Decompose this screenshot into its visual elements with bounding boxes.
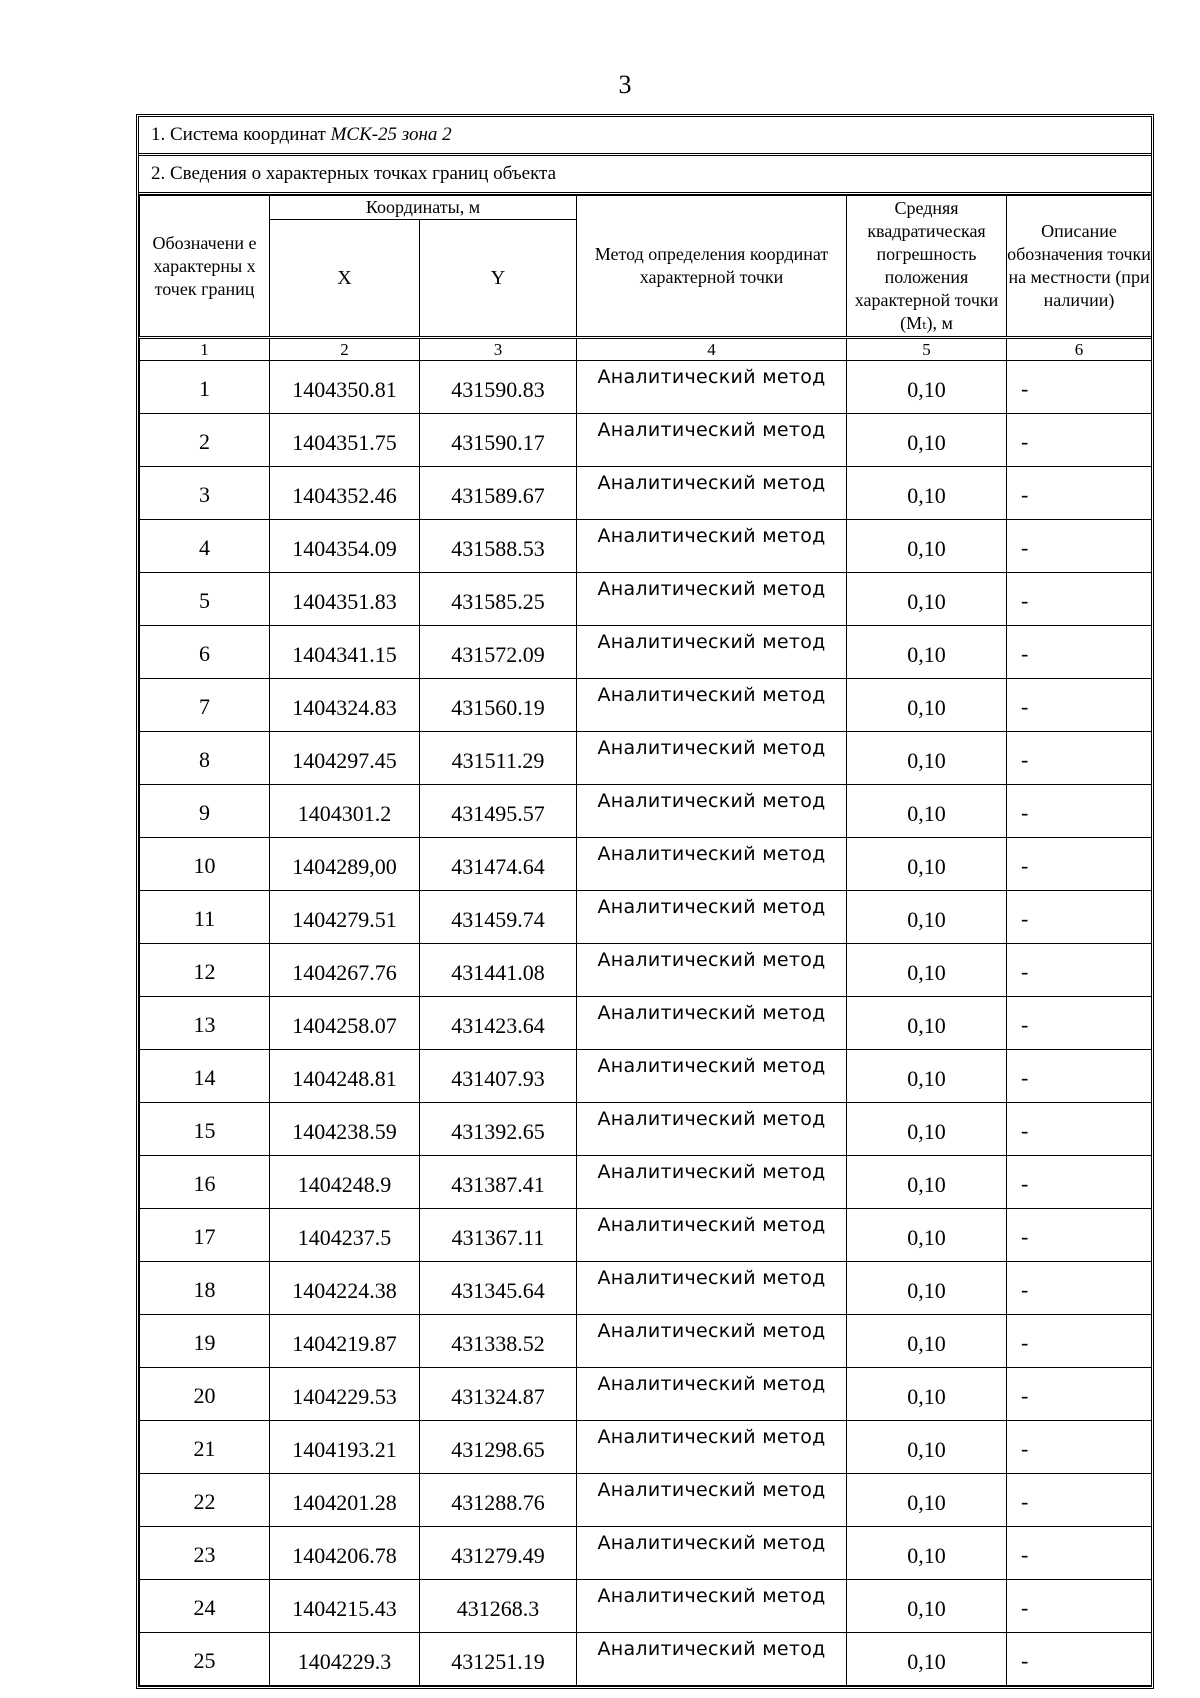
error-cell: 0,10 [847,1050,1007,1103]
coord-x: 1404224.38 [270,1262,420,1315]
column-number: 3 [420,338,577,361]
coord-y: 431474.64 [420,838,577,891]
coord-x: 1404267.76 [270,944,420,997]
description-cell: - [1007,626,1152,679]
description-cell: - [1007,944,1152,997]
method-cell: Аналитический метод [577,414,847,467]
error-cell: 0,10 [847,1209,1007,1262]
description-cell: - [1007,785,1152,838]
table-row [140,1103,1152,1156]
table-row [140,1368,1152,1421]
point-number: 18 [140,1262,270,1315]
description-cell: - [1007,1421,1152,1474]
coord-x: 1404237.5 [270,1209,420,1262]
coord-x: 1404301.2 [270,785,420,838]
column-number: 5 [847,338,1007,361]
description-cell: - [1007,361,1152,414]
error-cell: 0,10 [847,1262,1007,1315]
column-number: 2 [270,338,420,361]
error-cell: 0,10 [847,679,1007,732]
table-row [140,573,1152,626]
header-x: X [270,220,420,338]
method-cell: Аналитический метод [577,944,847,997]
coord-x: 1404193.21 [270,1421,420,1474]
coord-x: 1404229.3 [270,1633,420,1686]
coord-x: 1404229.53 [270,1368,420,1421]
column-number: 4 [577,338,847,361]
coord-x: 1404248.9 [270,1156,420,1209]
coord-x: 1404297.45 [270,732,420,785]
description-cell: - [1007,1209,1152,1262]
column-number: 6 [1007,338,1152,361]
description-cell: - [1007,1156,1152,1209]
description-cell: - [1007,997,1152,1050]
header-coordinates: Координаты, м [270,196,577,220]
page-number: 3 [618,70,632,99]
error-cell: 0,10 [847,520,1007,573]
method-cell: Аналитический метод [577,891,847,944]
error-cell: 0,10 [847,1527,1007,1580]
coord-y: 431560.19 [420,679,577,732]
coord-x: 1404215.43 [270,1580,420,1633]
coord-y: 431589.67 [420,467,577,520]
coord-y: 431511.29 [420,732,577,785]
error-cell: 0,10 [847,1156,1007,1209]
column-number-row [140,338,1152,361]
point-number: 2 [140,414,270,467]
table-row [140,838,1152,891]
description-cell: - [1007,573,1152,626]
point-number: 3 [140,467,270,520]
coord-y: 431345.64 [420,1262,577,1315]
method-cell: Аналитический метод [577,1527,847,1580]
coord-y: 431392.65 [420,1103,577,1156]
table-row [140,1421,1152,1474]
coordinate-system-label: 1. Система координат [151,124,331,145]
section-title-line [139,156,1151,195]
coord-x: 1404279.51 [270,891,420,944]
coord-x: 1404351.83 [270,573,420,626]
coord-y: 431407.93 [420,1050,577,1103]
description-cell: - [1007,891,1152,944]
coord-y: 431585.25 [420,573,577,626]
coord-x: 1404258.07 [270,997,420,1050]
table-row [140,1315,1152,1368]
point-number: 24 [140,1580,270,1633]
coord-x: 1404201.28 [270,1474,420,1527]
description-cell: - [1007,467,1152,520]
point-number: 8 [140,732,270,785]
table-row [140,1474,1152,1527]
description-cell: - [1007,1474,1152,1527]
method-cell: Аналитический метод [577,1474,847,1527]
description-cell: - [1007,1527,1152,1580]
table-row [140,626,1152,679]
error-cell: 0,10 [847,838,1007,891]
point-number: 19 [140,1315,270,1368]
point-number: 7 [140,679,270,732]
table-row [140,679,1152,732]
header-y: Y [420,220,577,338]
table-row [140,944,1152,997]
header-method: Метод определения координат характерной точки [577,196,847,338]
point-number: 25 [140,1633,270,1686]
point-number: 10 [140,838,270,891]
description-cell: - [1007,1633,1152,1686]
error-cell: 0,10 [847,732,1007,785]
coordinate-system-line [139,117,1151,156]
table-frame [136,114,1154,1689]
error-cell: 0,10 [847,785,1007,838]
coordinate-system-value: МСК-25 зона 2 [330,124,452,145]
method-cell: Аналитический метод [577,1156,847,1209]
description-cell: - [1007,414,1152,467]
coord-y: 431588.53 [420,520,577,573]
coord-y: 431459.74 [420,891,577,944]
table-row [140,1050,1152,1103]
error-cell: 0,10 [847,361,1007,414]
description-cell: - [1007,1580,1152,1633]
method-cell: Аналитический метод [577,573,847,626]
table-row [140,732,1152,785]
point-number: 9 [140,785,270,838]
description-cell: - [1007,1262,1152,1315]
coord-x: 1404341.15 [270,626,420,679]
table-body [140,338,1152,1686]
method-cell: Аналитический метод [577,838,847,891]
boundary-points-sheet [136,114,1154,1689]
coord-y: 431441.08 [420,944,577,997]
error-cell: 0,10 [847,944,1007,997]
boundary-points-table [139,195,1152,1686]
description-cell: - [1007,838,1152,891]
coord-y: 431338.52 [420,1315,577,1368]
error-cell: 0,10 [847,467,1007,520]
point-number: 4 [140,520,270,573]
description-cell: - [1007,1315,1152,1368]
table-row [140,1580,1152,1633]
method-cell: Аналитический метод [577,1209,847,1262]
error-cell: 0,10 [847,1580,1007,1633]
coord-x: 1404351.75 [270,414,420,467]
table-row [140,1527,1152,1580]
point-number: 13 [140,997,270,1050]
coord-y: 431495.57 [420,785,577,838]
table-row [140,1156,1152,1209]
error-cell: 0,10 [847,1474,1007,1527]
coord-x: 1404248.81 [270,1050,420,1103]
method-cell: Аналитический метод [577,1050,847,1103]
table-row [140,997,1152,1050]
method-cell: Аналитический метод [577,361,847,414]
coord-x: 1404324.83 [270,679,420,732]
point-number: 16 [140,1156,270,1209]
method-cell: Аналитический метод [577,1315,847,1368]
point-number: 20 [140,1368,270,1421]
error-cell: 0,10 [847,414,1007,467]
point-number: 21 [140,1421,270,1474]
table-row [140,785,1152,838]
table-row [140,1209,1152,1262]
error-cell: 0,10 [847,573,1007,626]
method-cell: Аналитический метод [577,732,847,785]
method-cell: Аналитический метод [577,1262,847,1315]
coord-y: 431279.49 [420,1527,577,1580]
table-row [140,520,1152,573]
error-cell: 0,10 [847,626,1007,679]
error-cell: 0,10 [847,997,1007,1050]
method-cell: Аналитический метод [577,1103,847,1156]
point-number: 12 [140,944,270,997]
coord-y: 431572.09 [420,626,577,679]
point-number: 22 [140,1474,270,1527]
point-number: 14 [140,1050,270,1103]
error-cell: 0,10 [847,1633,1007,1686]
coord-x: 1404289,00 [270,838,420,891]
method-cell: Аналитический метод [577,997,847,1050]
header-row-1 [140,196,1152,220]
error-cell: 0,10 [847,1103,1007,1156]
table-row [140,361,1152,414]
point-number: 15 [140,1103,270,1156]
point-number: 11 [140,891,270,944]
method-cell: Аналитический метод [577,626,847,679]
method-cell: Аналитический метод [577,785,847,838]
coord-x: 1404219.87 [270,1315,420,1368]
method-cell: Аналитический метод [577,467,847,520]
coord-x: 1404206.78 [270,1527,420,1580]
description-cell: - [1007,732,1152,785]
description-cell: - [1007,520,1152,573]
error-cell: 0,10 [847,1315,1007,1368]
table-row [140,467,1152,520]
header-designation: Обозначени е характерны х точек границ [140,196,270,338]
coord-y: 431268.3 [420,1580,577,1633]
coord-x: 1404350.81 [270,361,420,414]
coord-x: 1404352.46 [270,467,420,520]
header-error: Средняя квадратическая погрешность положения характерной точки (Mₜ), м [847,196,1007,338]
column-number: 1 [140,338,270,361]
error-cell: 0,10 [847,891,1007,944]
coord-y: 431367.11 [420,1209,577,1262]
table-row [140,1262,1152,1315]
point-number: 17 [140,1209,270,1262]
point-number: 1 [140,361,270,414]
coord-y: 431387.41 [420,1156,577,1209]
method-cell: Аналитический метод [577,1580,847,1633]
coord-x: 1404238.59 [270,1103,420,1156]
description-cell: - [1007,679,1152,732]
method-cell: Аналитический метод [577,679,847,732]
coord-y: 431251.19 [420,1633,577,1686]
point-number: 6 [140,626,270,679]
description-cell: - [1007,1368,1152,1421]
coord-y: 431298.65 [420,1421,577,1474]
coord-y: 431288.76 [420,1474,577,1527]
method-cell: Аналитический метод [577,520,847,573]
table-row [140,414,1152,467]
coord-x: 1404354.09 [270,520,420,573]
method-cell: Аналитический метод [577,1633,847,1686]
coord-y: 431423.64 [420,997,577,1050]
description-cell: - [1007,1050,1152,1103]
table-row [140,891,1152,944]
description-cell: - [1007,1103,1152,1156]
error-cell: 0,10 [847,1368,1007,1421]
table-row [140,1633,1152,1686]
header-description: Описание обозначения точки на местности (при наличии) [1007,196,1152,338]
point-number: 23 [140,1527,270,1580]
error-cell: 0,10 [847,1421,1007,1474]
coord-y: 431324.87 [420,1368,577,1421]
coord-y: 431590.83 [420,361,577,414]
point-number: 5 [140,573,270,626]
method-cell: Аналитический метод [577,1368,847,1421]
coord-y: 431590.17 [420,414,577,467]
section-title: 2. Сведения о характерных точках границ объекта [151,163,557,184]
method-cell: Аналитический метод [577,1421,847,1474]
